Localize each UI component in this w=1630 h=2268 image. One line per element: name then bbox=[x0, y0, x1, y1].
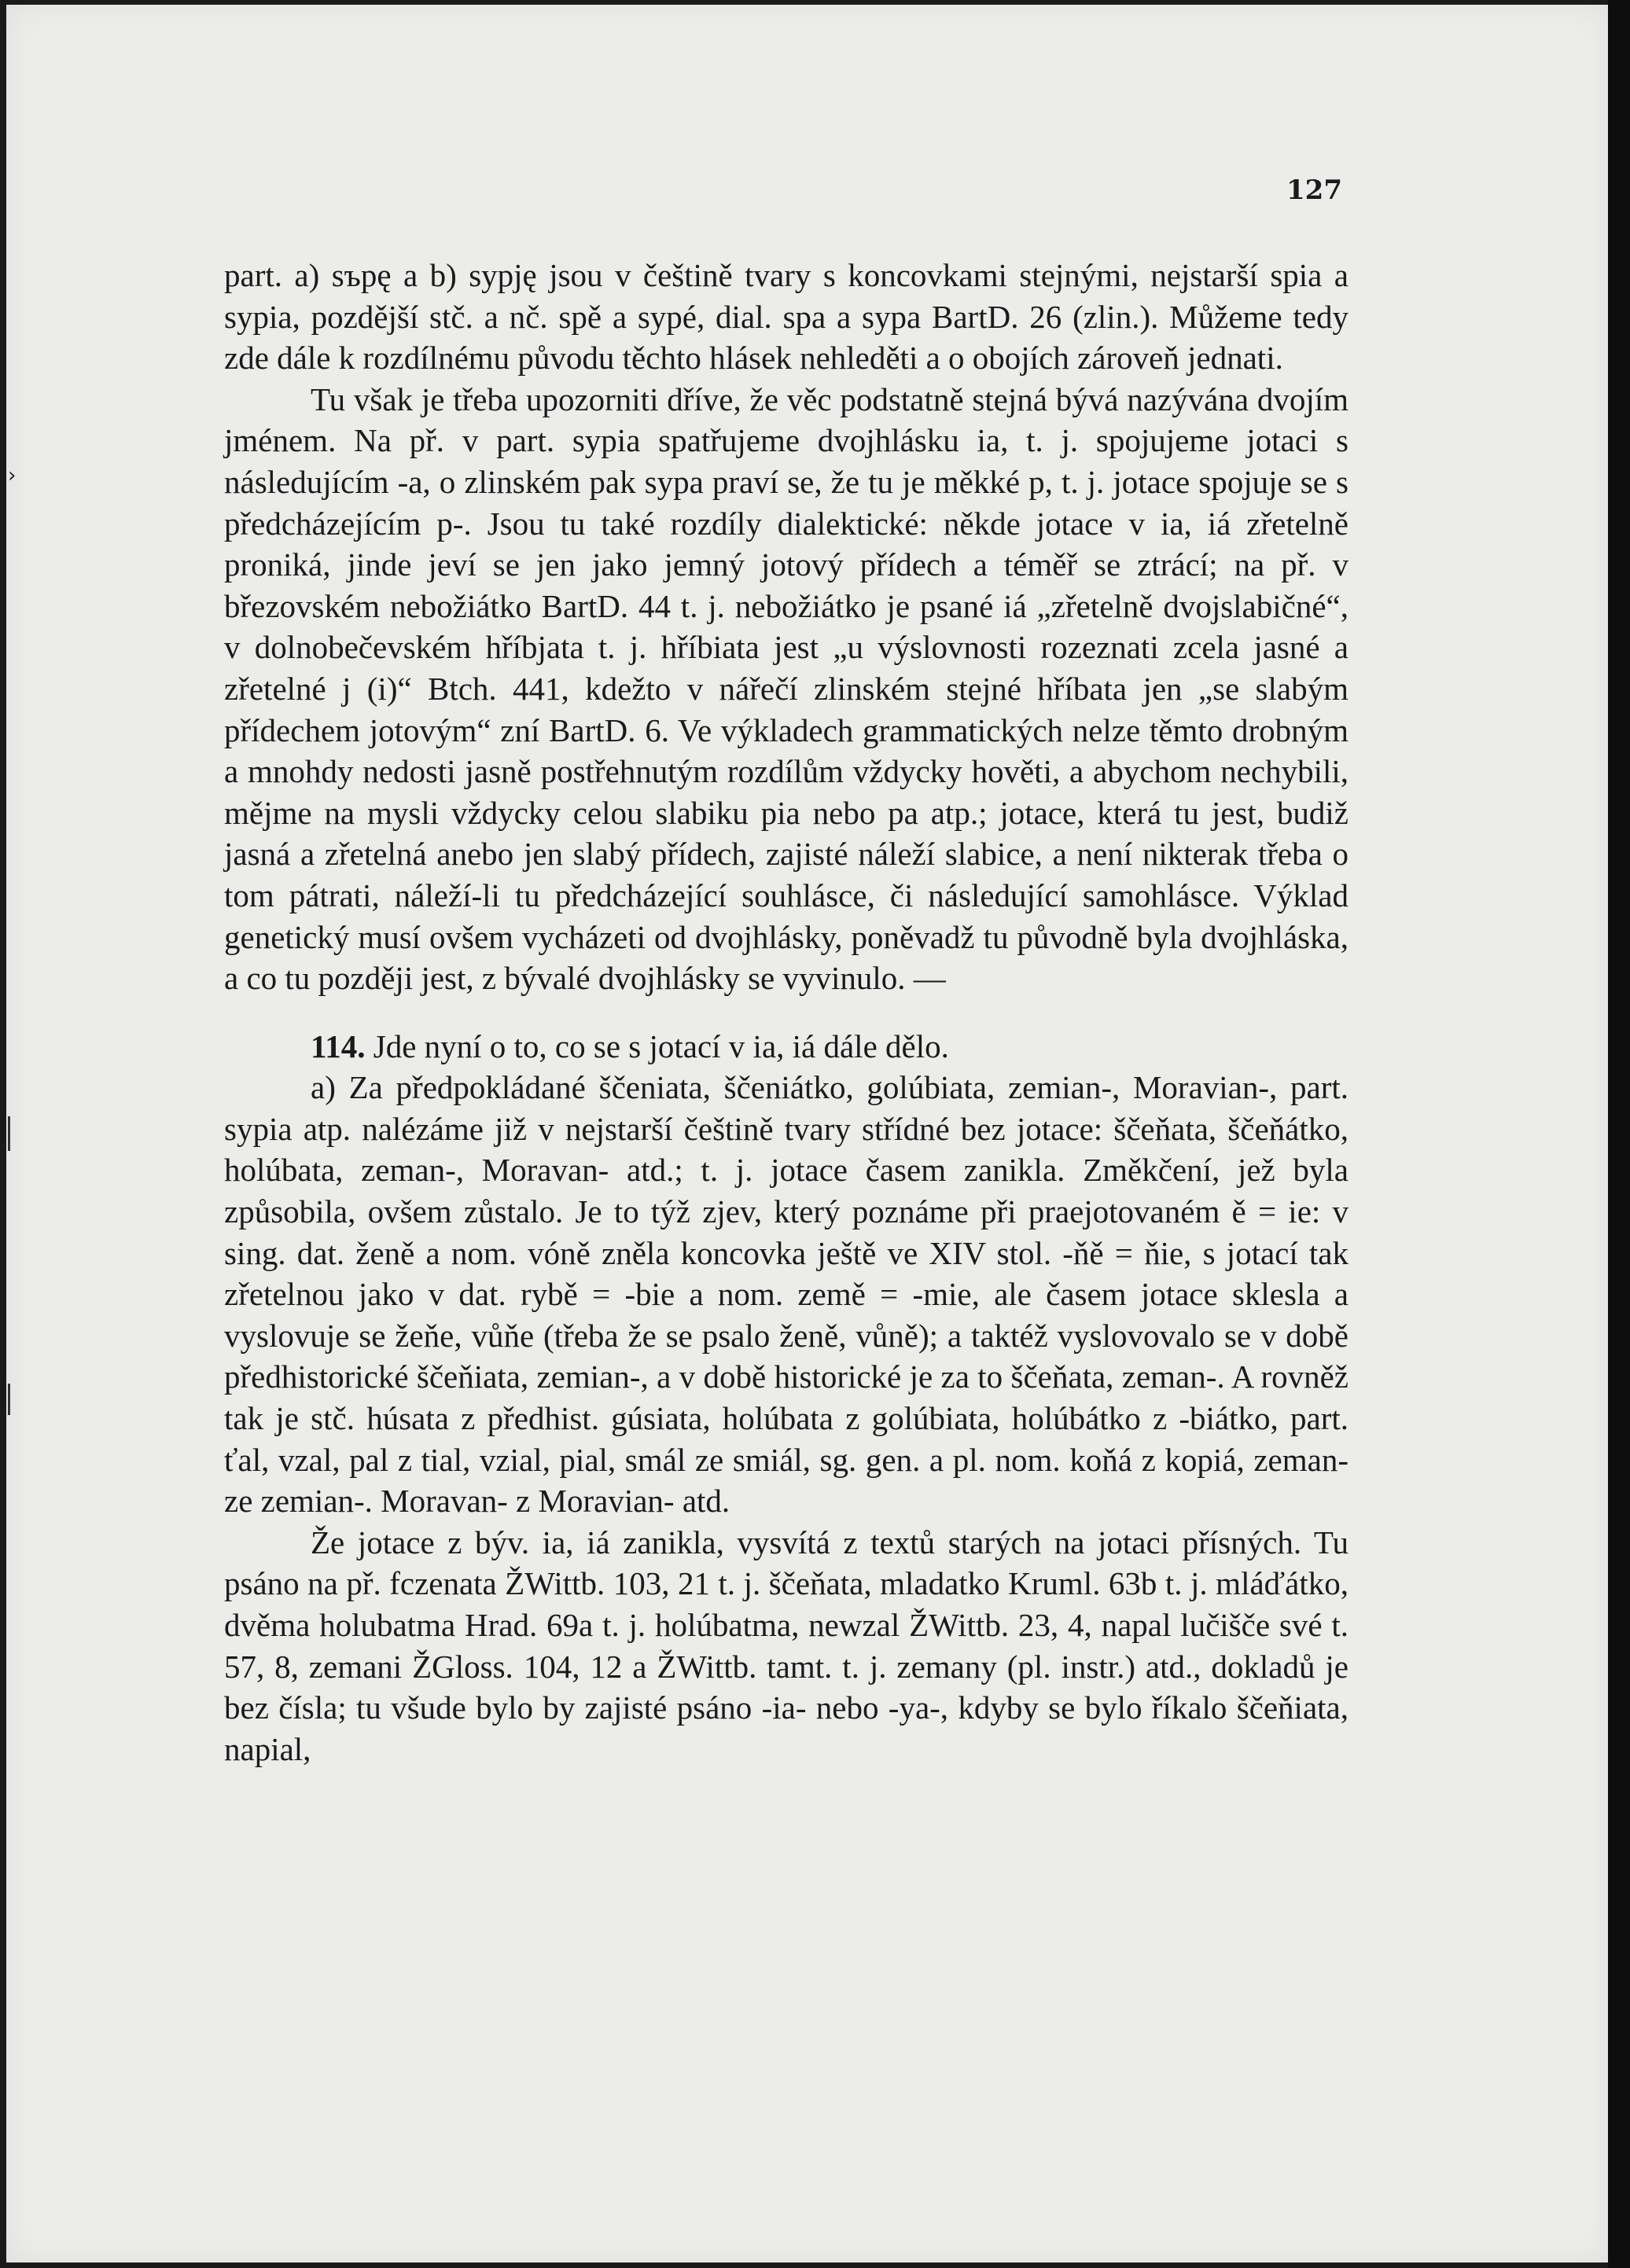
section-intro-text: Jde nyní o to, co se s jotací v ia, iá dále dělo. bbox=[365, 1027, 949, 1064]
paragraph-evidence: Že jotace z býv. ia, iá zanikla, vysvítá z textů starých na jotaci přísných. Tu psáno na př. fczenata ŽWittb. 103, 21 t. j. ščeňata, mladatko Kruml. 63b t. j. mláďátko, dvěma holubatma Hrad. 69a t. j. holúbatma, newzal ŽWittb. 23, 4, napal lučišče své t. 57, 8, zemani ŽGloss. 104, 12 a ŽWittb. tamt. t. j. zemany (pl. instr.) atd., dokladů je bez čísla; tu všude bylo by zajisté psáno -ia- nebo -ya-, kdyby se bylo říkalo ščeňiata, napial, bbox=[224, 1524, 1349, 1767]
page-number: 127 bbox=[1286, 175, 1342, 206]
paragraph-section-a: a) Za předpokládané ščeniata, ščeniátko, golúbiata, zemian-, Moravian-, part. sypia atp. nalézáme již v nejstarší češtině tvary střídné bez jotace: ščeňata, ščeňátko, holúbata, zeman-, Moravan- atd.; t. j. jotace časem zanikla. Změkčení, jež byla způsobila, ovšem zůstalo. Je to týž zjev, který poznáme při praejotovaném ě = ie: v sing. dat. ženě a nom. vóně zněla koncovka ještě ve XIV stol. -ňě = ňie, s jotací tak zřetelnou jako v dat. rybě = -bie a nom. země = -mie, ale časem jotace sklesla a vyslovuje se žeňe, vůňe (třeba že se psalo ženě, vůně); a taktéž vyslovovalo se v době předhistorické ščeňiata, zemian-, a v době historické je za to ščeňata, zeman-. A rovněž tak je stč. húsata z předhist. gúsiata, holúbata z golúbiata, holúbátko z -biátko, part. ťal, vzal, pal z tial, vzial, pial, smál ze smiál, sg. gen. a pl. nom. koňá z kopiá, zeman- ze zemian-. Moravan- z Moravian- atd. bbox=[224, 1069, 1349, 1520]
paragraph-double-naming: Tu však je třeba upozorniti dříve, že věc podstatně stejná bývá nazývána dvojím jménem. Na př. v part. sypia spatřujeme dvojhlásku ia, t. j. spojujeme jotaci s následujícím -a, o zlinském pak sypa praví se, že tu je měkké p, t. j. jotace spojuje se s předcházejícím p-. Jsou tu také rozdíly dialektické: někde jotace v ia, iá zřetelně proniká, jinde jeví se jen jako jemný jotový přídech a téměř se ztrácí; na př. v březovském nebožiátko BartD. 44 t. j. nebožiátko je psané iá „zřetelně dvojslabičné“, v dolnobečevském hříbjata t. j. hříbiata jest „u výslovnosti rozeznati zcela jasné a zřetelné j (i)“ Btch. 441, kdežto v nářečí zlinském stejné hříbata jen „se slabým přídechem jotovým“ zní BartD. 6. Ve výkladech grammatických nelze těmto drobným a mnohdy nedosti jasně postřehnutým rozdílům vždycky hověti, a abychom nechybili, mějme na mysli vždycky celou slabiku pia nebo pa atp.; jotace, která tu jest, budiž jasná a zřetelná anebo jen slabý přídech, zajisté náleží slabice, a není nikterak třeba o tom pátrati, náleží-li tu předcházející souhlásce, či následující samohlásce. Výklad genetický musí ovšem vycházeti od dvojhlásky, poněvadž tu původně byla dvojhláska, a co tu později jest, z bývalé dvojhlásky se vyvinulo. — bbox=[224, 380, 1349, 997]
section-number: 114. bbox=[311, 1027, 366, 1064]
body-text bbox=[224, 255, 1349, 1770]
book-page bbox=[6, 5, 1610, 2262]
margin-bar-mark bbox=[8, 1116, 10, 1151]
scan-dark-edge bbox=[1608, 0, 1630, 2268]
section-114-heading bbox=[224, 1026, 1349, 1068]
margin-mark: › bbox=[8, 464, 17, 487]
margin-bar-mark-lower bbox=[8, 1384, 10, 1415]
paragraph-continuation: part. a) sъpę a b) sypję jsou v češtině tvary s koncovkami stejnými, nejstarší spia a sypia, pozdější stč. a nč. spě a sypé, dial. spa a sypa BartD. 26 (zlin.). Můžeme tedy zde dále k rozdílnému původu těchto hlásek nehleděti a o obojích zároveň jednati. bbox=[224, 257, 1349, 377]
